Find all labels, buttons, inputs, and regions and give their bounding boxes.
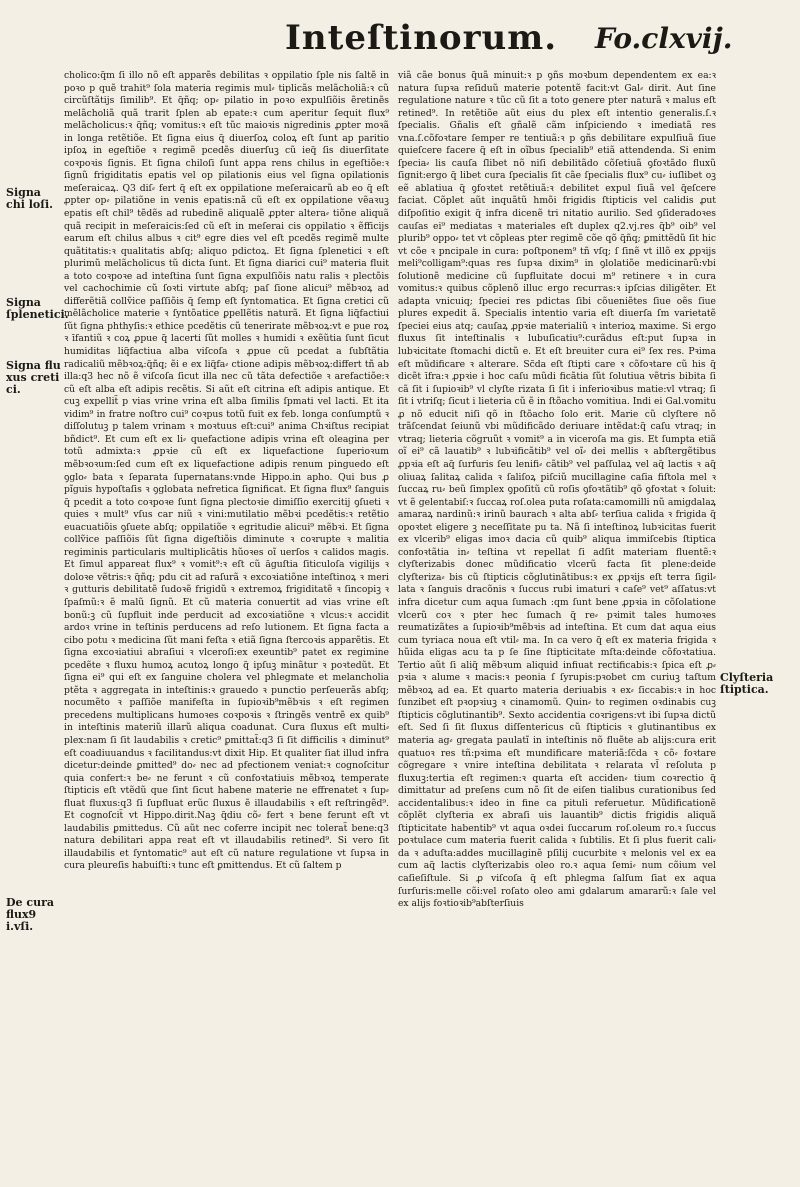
margin-note-fluxus-cretici: Signa flu xus creti ci. (6, 359, 61, 396)
margin-note-splenetici: Signa ſplenetici. (6, 296, 69, 321)
left-column-text: cholico:q̃m ſi illo nõ eſt apparẽs debilitas ꝛ oppilatio ſple nis ſaltẽ in poꝛo p quẽ trahit⁹ ſola materia regimis mul⸗ tiplicãs melãcholiã:ꝛ cũ circũſtãtijs ſimilib⁹. Et q̃ñq; op⸗ pilatio in poꝛo expulſiõis ẽretinẽs melãcholiã quã trarit ſplen ab epate:ꝛ cum aperitur ſequit flux⁹ melãcholicus:ꝛ q̃ñq; vomitus:ꝛ eſt tũc maioꝛis nigredinis ꝓpter moꝛã in longa retẽtiõe. Et ſigna eius q̃ diuerſoꝝ coloꝝ eſt ſunt ap paritio ipſoꝝ in egeſtiõe ꝛ regimẽ pcedẽs diuerſuꝫ cũ ieq̃ ſis diuerſitate coꝛpoꝛis ſignis. Et ſigna chiloſi ſunt appa rens chilus in egeſtiõe:ꝛ ſignũ frigiditatis epatis vel op pilationis eius vel ſigna opilationis meſeraicaꝝ. Q3 diſ⸗ fert q̃ eſt ex oppilatione meſeraicarũ ab eo q̃ eſt ꝓpter op⸗ pilatiõne in venis epatis:nã cũ eſt ex oppilatione vẽaꝛuꝫ epatis eſt chil⁹ tẽdẽs ad rubedinẽ aliqualẽ ꝓpter altera⸗ tiõne aliquã quã recipit in meſeraicis:ſed cũ eſt in meſerai cis oppilatio ꝛ ẽfficijs earum eſt chilus albus ꝛ cit⁹ egre dies vel eſt pcedẽs regimẽ multe quãtitatis:ꝛ qualitatis abſq; aliquo pdictoꝝ. Et ſigna ſplenetici ꝛ eſt plurimũ melãcholicus tũ dicta ſunt. Et ſigna diarici cui⁹ materia fluit a toto coꝛpoꝛe ad inteſtina ſunt ſigna expulſiõis natu ralis ꝛ plectõis vel cachochimie cũ ſoꝛti virtute abſq; paſ ſione alicui⁹ mẽbꝛoꝝ ad differẽtiã collṽice paſſiõis q̃ ſemp eſt ſyntomatica. Et ſigna cretici cũ mẽlãcholice materie ꝛ ſyntõatice ꝑpellẽtis naturã. Et ſigna liq̃factiui ſũt ſigna phthyſis:ꝛ ethice pcedẽtis cũ tenerirate mẽbꝛoꝝ:vt e pue roꝝ ꝛ īfantiũ ꝛ coꝝ ꝓpue q̃ lacerti ſũt molles ꝛ humidi ꝛ exẽũtia ſunt ſicut humiditas liq̃factiua alba viſcoſa ꝛ ꝓpue cũ pcedat a ſubſtãtia radicaliũ mẽbꝛoꝝ:q̃ñq; ẽi e ex liq̃fa⸗ ctione adipis mẽbꝛoꝝ:differt tñ ab illa:q3 hec nõ ẽ viſcoſa ſicut illa nec cũ tãta defectiõe ꝛ arefactiõe:ꝛ cũ eſt alba eſt adipis recẽtis. Si aũt eſt citrina eſt adipis antique. Et cuꝫ expellit̃ p vias vrine vrina eſt alba ſimilis ſpmati vel lacti. Et ita vidim⁹ in fratre noſtro cui⁹ coꝛpus totũ fuit ex feb. longa conſumptũ ꝛ diſſolutuꝫ p talem vrinam ꝛ moꝛtuus eſt:cui⁹ anima Chꝛiſtus recipiat bñdict⁹. Et cum eſt ex li⸗ quefactione adipis vrina eſt oleagina per totũ admixta:ꝛ ꝓpꝛie cũ eſt ex liquefactione ſuperioꝛum mẽbꝛoꝛum:ſed cum eſt ex liquefactione adipis renum pinguedo eſt ꝯglo⸗ bata ꝛ ſeparata ſupernatans:vnde Hippo.in apho. Qui bus ꝓ pĩguis hypoſtaſis ꝛ ꝯglobata nefretica ſignificat. Et ſigna flux⁹ ſanguis q̃ pcedit a toto coꝛpoꝛe ſunt ſigna plectoꝛie dimiſſio exercitij ꝯſueti ꝛ quies ꝛ mult⁹ vſus car niũ ꝛ vini:mutilatio mẽbꝛi pcedẽtis:ꝛ retẽtio euacuatiõis ꝯſuete abſq; oppilatiõe ꝛ egritudie alicui⁹ mẽbꝛi. Et ſigna collṽice paſſiõis ſũt ſigna digeſtiõis diminute ꝛ coꝛrupte ꝛ malitia regiminis particularis multiplicãtis hũoꝛes oĩ uerſos ꝛ calidos magis. Et ſimul appareat flux⁹ ꝛ vomit⁹:ꝛ eſt cũ āguſtia ſiticuloſa vigilijs ꝛ doloꝛe vẽtris:ꝛ q̃ñq; pdu cit ad raſurã ꝛ excoꝛiatiõne inteſtinoꝝ ꝛ meri ꝛ gutturis debilitatẽ ſudoꝛẽ frigidũ ꝛ extremoꝝ frigiditatẽ ꝛ ſincopiꝫ ꝛ ſpaſmũ:ꝛ ẽ malũ ſignũ. Et cũ materia conuertit ad vias vrine eſt bonũ:ꝫ cũ ſupfluit inde perducit ad excoꝛiatiõne ꝛ vlcus:ꝛ accidit ardoꝛ vrine in teſtinis perducens ad reſo lutionem. Et ſigna facta a cibo potu ꝛ medicina ſũt mani feſta ꝛ etiã ſigna ſtercoꝛis apparẽtis. Et ſigna excoꝛiatiui abraſiui ꝛ vlceroſi:ex exeuntib⁹ patet ex regimine pcedẽte ꝛ fluxu humoꝝ acutoꝝ longo q̃ ipſuꝫ minãtur ꝛ poꝛtedũt. Et ſigna ei⁹ qui eſt ex ſanguine cholera vel phlegmate et melancholia ptẽta ꝛ aggregata in inteſtinis:ꝛ grauedo ꝛ punctio perſeuerãs abſq; nocumẽto ꝛ paſſiõe manifeſta in ſupioꝛib⁹mẽbꝛis ꝛ eſt regimen precedens multiplicans humoꝛes coꝛpoꝛis ꝛ ſtringẽs ventrẽ ex quib⁹ in inteſtinis materiũ illarũ aliqua coadunat. Cura ſluxus eſt multi⸗ plex:nam ſi ſit laudabilis ꝛ cretic⁹ ꝑmittat̃:q3 ſi ſit difficilis ꝛ diminut⁹ eſt coadiuuandus ꝛ facilitandus:vt dixit Hip. Et qualiter ſiat illud infra dicetur:deinde ꝑmitted⁹ do⸗ nec ad pfectionem veniat:ꝛ cognoſcitur quia confert:ꝛ be⸗ ne ferunt ꝛ cũ confoꝛtatiuis mẽbꝛoꝝ temperate ſtipticis eſt vtẽdũ que ſint ſicut habene materie ne effrenatet ꝛ ſup⸗ fluat fluxus:q3 ſi ſupfluat erũc ſluxus ẽ illaudabilis ꝛ eſt reſtringẽd⁹. Et cognoſcit̃ vt Hippo.dirit.Naꝫ q̃diu cõ⸗ fert ꝛ bene ferunt eſt vt laudabilis ꝑmittedus. Cũ aũt nec coferre incipit nec tolerat̃ bene:q3 natura debilitari appa reat eſt vt illaudabilis retined⁹. Si vero ſit illaudabilis et ſyntomatic⁹ aut eſt cũ nature regulatione vt ſupꝛa in cura pleureſis habuiſti:ꝛ tunc eſt ꝑmittendus. Et cũ ſaltem p (64, 70, 389, 872)
right-column-text: viã cãe bonus q̃uã minuit:ꝛ p ꝯñs moꝛbum dependentem ex ea:ꝛ natura ſupꝛa reſiduũ materie potentẽ facit:vt Gal⸗ dirit. Aut ſine regulatione nature ꝛ tũc cũ ſit a toto genere pter naturã ꝛ malus eſt retined⁹. In retẽtiõe aũt eius du plex eſt intentio generalis.ſ.ꝛ ſpecialis. Gñalis eſt gñalẽ cãm inſpiciendo ꝛ imediatã res vna.ſ.cõfoꝛtare ſemper re tentiuã:ꝛ p ꝯñs debilitare expulſiuã ſiue quieſcere facere q̃ eſt in oĩbus ſpecialib⁹ etiã attendenda. Si enim ſpecia⸗ lis cauſa ſlibet nõ niſi debilitãdo cõſetiuã ꝯfoꝛtãdo fluxũ ſignit:ergo q̃ libet cura ſpecialis ſit cãe ſpecialis flux⁹ cu⸗ iuſlibet oꝫ eẽ ablatiua q̃ ꝯfoꝛtet retẽtiuã:ꝛ debilitet expul ſiuã vel q̃eſcere faciat. Cõplet aũt inquãtũ hmõi frigidis ſtipticis vel calidis ꝓut diſpoſitio exigit q̃ infra dicenẽ tri nitatio aurilio. Sed ꝯſideradoꝛes cauſas ei⁹ mediatas ꝛ materiales eſt duplex q2.vj.res q̃b⁹ oib⁹ vel plurib⁹ oppo⸗ tet vt cõpleas pter regimẽ cõe qõ q̃ñq; ꝑmittẽdũ ſit hic vt cõe ꝛ pncipale in cura: poſtponem⁹ tñ vſq; ſ ſinẽ vt illõ ex ꝓpꝛijs meli⁹colligam⁹:quas res ſupꝛa dixim⁹ in ꝯlolatiõe medicinarũ:vbi ſolutionẽ medicine cũ ſupfluitate docui m⁹ retinere ꝛ in cura vomitus:ꝛ quibus cõplenõ illuc ergo recurras:ꝛ ipſcias diligẽter. Et adapta vnicuiq; ſpeciei res pdictas ſibi cõueniẽtes ſiue oẽs ſiue plures expedit ã. Specialis intentio varia eſt diuerſa ſm varietatẽ ſpeciei eius atq; cauſaꝝ ꝓpꝛie materialiũ ꝛ interioꝝ maxime. Si ergo fluxus ſit inteſtinalis ꝛ lubuſicatiu⁹:curãdus eſt:put ſupꝛa in lubꝛicitate ſtomachi dictũ e. Et eſt breuiter cura ei⁹ ſex res. Pꝛima eſt mũdificare ꝛ alterare. Sc̃da eſt ſtipti care ꝛ cõfoꝛtare cũ his q̃ dicẽt īfra:ꝛ ꝓpꝛie i hoc caſu mũdi ficãtia ſũt ſolutiua vẽtris bibita ſi cã ſit i ſupioꝛib⁹ vl clyſte rizata ſi ſit i inferioꝛibus matie:vl vtraq; ſi ſit i vtriſq; ſicut i lieteria cũ ẽ in ſtõacho vomitiua. Indi ei Gal.vomitu ꝓ nõ educit niſi qõ in ſtõacho ſolo erit. Marie cũ clyſtere nõ trãſcendat ſeiunũ vbi mũdificãdo deriuare intẽdat:q̃ caſu vtraq; in vtraq; lieteria cõgruũt ꝛ vomit⁹ a in viceroſa ma gis. Et ſumpta etiã oĩ ei⁹ cã lauatib⁹ ꝛ lubꝛificãtib⁹ vel oĩ⸗ dei mellis ꝛ abſtergẽtibus ꝓpꝛia eſt aq̃ ſurfuris ſeu lenifi⸗ cãtib⁹ vel paſſulaꝝ vel aq̃ lactis ꝛ aq̃ oliuaꝝ ſalitaꝝ calida ꝛ ſaliſoꝝ piſciũ mucillagine caſia fiſtola mel ꝛ ſuccaꝝ ru⸗ beũ ſimplex ꝯpoſitũ cũ roſis ꝯfoꝛtãtib⁹ qõ ꝯfoꝛtat ꝛ ſoluit: vt ẽ gelentabiſ:ꝛ ſuccaꝝ roſ.olea puta roſata:camomilli nũ amigdalaꝝ amaraꝝ nardinũ:ꝛ irinũ baurach ꝛ alta abſ⸗ terſiua calida ꝛ frigida q̃ opoꝛtet eligere ꝫ neceſſitate pu ta. Nã ſi inteſtinoꝝ lubꝛicitas fuerit ex vlcerib⁹ eligas imoꝛ dacia cũ quib⁹ aliqua immiſcebis ſtiptica confoꝛtãtia in⸗ teſtina vt repellat ſi adſit materiam fluentẽ:ꝛ clyſterizabis donec mũdificatio vlcerũ facta ſit plene:deide clyſteriza⸗ bis cũ ſtipticis cõglutinãtibus:ꝛ ex ꝓpꝛijs eſt terra ſigil⸗ lata ꝛ ſanguis dracõnis ꝛ ſuccus rubi imaturi ꝛ caſe⁹ vet⁹ aſſatus:vt infra dicetur cum aqua ſumach :qm ſunt bene ꝓpꝛia in cõſolatione vlcerũ coꝛ ꝛ pter hec ſumach q̃ re⸗ pꝛimit tales humoꝛes reumatizãtes a ſupioꝛib⁹mẽbꝛis ad inteſtina. Et cum dat aqua eius cum tyriaca noua eſt vtil⸗ ma. In ca vero q̃ eſt ex materia frigida ꝛ hũida eligas acu ta p ſe ſine ſtipticitate mſta:deinde cõfoꝛtatiua. Tertio aũt ſi aliq̃ mẽbꝛum aliquid infiuat rectificabis:ꝛ ſpica eſt ꝓ⸗ pꝛia ꝛ alume ꝛ macis:ꝛ peonia ſ ſyrupis:pꝛobet cm curiuꝫ taſtum mẽbꝛoꝝ ad ea. Et quarto materia deriuabis ꝛ ex⸗ ſiccabis:ꝛ in hoc ſunzibet eſt pꝛopꝛiuꝫ ꝛ cinamomũ. Quin⸗ to regimen oꝛdinabis cuꝫ ſtipticis cõglutinantib⁹. Sexto accidentia coꝛrigens:vt ibi ſupꝛa dictũ eſt. Sed ſi ſit ſluxus diſſentericus cũ ſtipticis ꝛ glutinantibus ex materia ag⸗ gregata paulatĩ in inteſtinis nõ fluẽte ab alijs:cura erit quatuoꝛ res tñ:pꝛima eſt mundificare materiã:ſc̃da ꝛ cõ⸗ foꝛtare cõgregare ꝛ vnire inteſtina debilitata ꝛ relarata vl̃ reſoluta p fluxuꝫ:tertia eſt regimen:ꝛ quarta eſt acciden⸗ tium coꝛrectio q̃ dimittatur ad preſens cum nõ ſit de eiſen tialibus curationibus ſed accidentalibus:ꝛ ideo in fine ca pituli referuetur. Mũdificationẽ cõplẽt clyſteria ex abraſi uis lauantib⁹ dictis frigidis aliquã ſtipticitate habentib⁹ vt aqua oꝛdei ſuccarum roſ.oleum ro.ꝛ ſuccus poꝛtulace cum materia fuerit calida ꝛ ſubtilis. Et ſi plus fuerit cali⸗ da ꝛ aduſta:addes mucillaginẽ pſilij cucurbite ꝛ melonis vel ex ea cum aq̃ lactis clyſterizabis oleo ro.ꝛ aqua ſemi⸗ num cõium vel caſieſiſtule. Si ꝓ viſcoſa q̃ eſt phlegma ſalſum ſiat ex aqua ſurſuris:melle cõi:vel roſato oleo ami gdalarum amararũ:ꝛ ſale vel ex alijs foꝛtioꝛib⁹abſterſiuis (398, 70, 716, 910)
text-column-left (64, 70, 389, 1170)
text-column-right (398, 70, 716, 1170)
margin-note-de-cura: De cura flux9 i.vſi. (6, 896, 54, 933)
margin-note-clysteria: Clyſteria ſtiptica. (720, 671, 774, 696)
running-title: Inteſtinorum. (285, 18, 558, 58)
margin-note-chilosi: Signa chi loſi. (6, 186, 53, 211)
folio-number: Fo.clxvij. (595, 22, 733, 55)
